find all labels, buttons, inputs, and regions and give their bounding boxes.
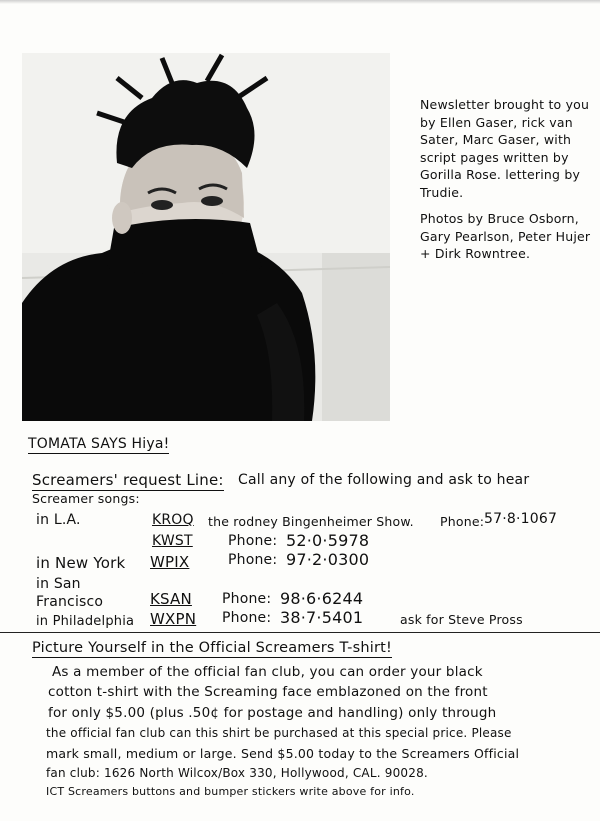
- station-call-sign: KROQ: [152, 512, 194, 528]
- station-call-sign: WXPN: [150, 610, 197, 628]
- portrait-photo: [22, 53, 390, 421]
- tshirt-line: As a member of the official fan club, you can order your black: [52, 664, 483, 680]
- tshirt-line: for only $5.00 (plus .50¢ for postage and handling) only through: [48, 705, 497, 721]
- station-note: ask for Steve Pross: [400, 612, 523, 627]
- phone-number: 97·2·0300: [286, 550, 370, 569]
- tshirt-line: mark small, medium or large. Send $5.00 today to the Screamers Official: [46, 746, 520, 761]
- credits-block: [420, 96, 592, 272]
- tshirt-heading: Picture Yourself in the Official Screamers T-shirt!: [32, 640, 393, 656]
- request-intro-2: Screamer songs:: [32, 491, 140, 506]
- city-label: in L.A.: [36, 512, 81, 528]
- request-line-heading: Screamers' request Line:: [32, 471, 224, 489]
- station-call-sign: KWST: [152, 533, 193, 549]
- photo-credit: Photos by Bruce Osborn, Gary Pearlson, Peter Hujer + Dirk Rowntree.: [420, 211, 591, 261]
- tshirt-line: cotton t-shirt with the Screaming face emblazoned on the front: [48, 684, 488, 700]
- phone-number: 38·7·5401: [280, 608, 364, 627]
- phone-label: Phone:: [222, 591, 272, 607]
- tshirt-line: ICT Screamers buttons and bumper stickers write above for info.: [46, 785, 415, 798]
- phone-number: 52·0·5978: [286, 531, 370, 550]
- tomata-heading: TOMATA SAYS Hiya!: [28, 436, 170, 452]
- city-label: in New York: [36, 554, 126, 572]
- station-note: the rodney Bingenheimer Show.: [208, 514, 414, 529]
- city-label: in Philadelphia: [36, 614, 135, 629]
- phone-label: Phone:: [222, 610, 272, 626]
- phone-label: Phone:: [228, 533, 278, 549]
- tshirt-line: the official fan club can this shirt be purchased at this special price. Please: [46, 726, 512, 740]
- phone-number: 98·6·6244: [280, 589, 364, 608]
- newsletter-credit: Newsletter brought to you by Ellen Gaser, rick van Sater, Marc Gaser, with script pages written by Gorilla Rose. lettering by Trudie.: [420, 97, 590, 200]
- request-intro: Call any of the following and ask to hear: [238, 472, 530, 488]
- station-call-sign: KSAN: [150, 590, 192, 608]
- city-label: in San Francisco: [36, 576, 104, 610]
- station-call-sign: WPIX: [150, 553, 190, 571]
- divider: [0, 632, 600, 633]
- phone-label: Phone:: [440, 514, 485, 529]
- phone-label: Phone:: [228, 552, 278, 568]
- page-edge: [0, 0, 600, 4]
- tshirt-line: fan club: 1626 North Wilcox/Box 330, Hollywood, CAL. 90028.: [46, 766, 428, 780]
- phone-number: 57·8·1067: [484, 511, 558, 527]
